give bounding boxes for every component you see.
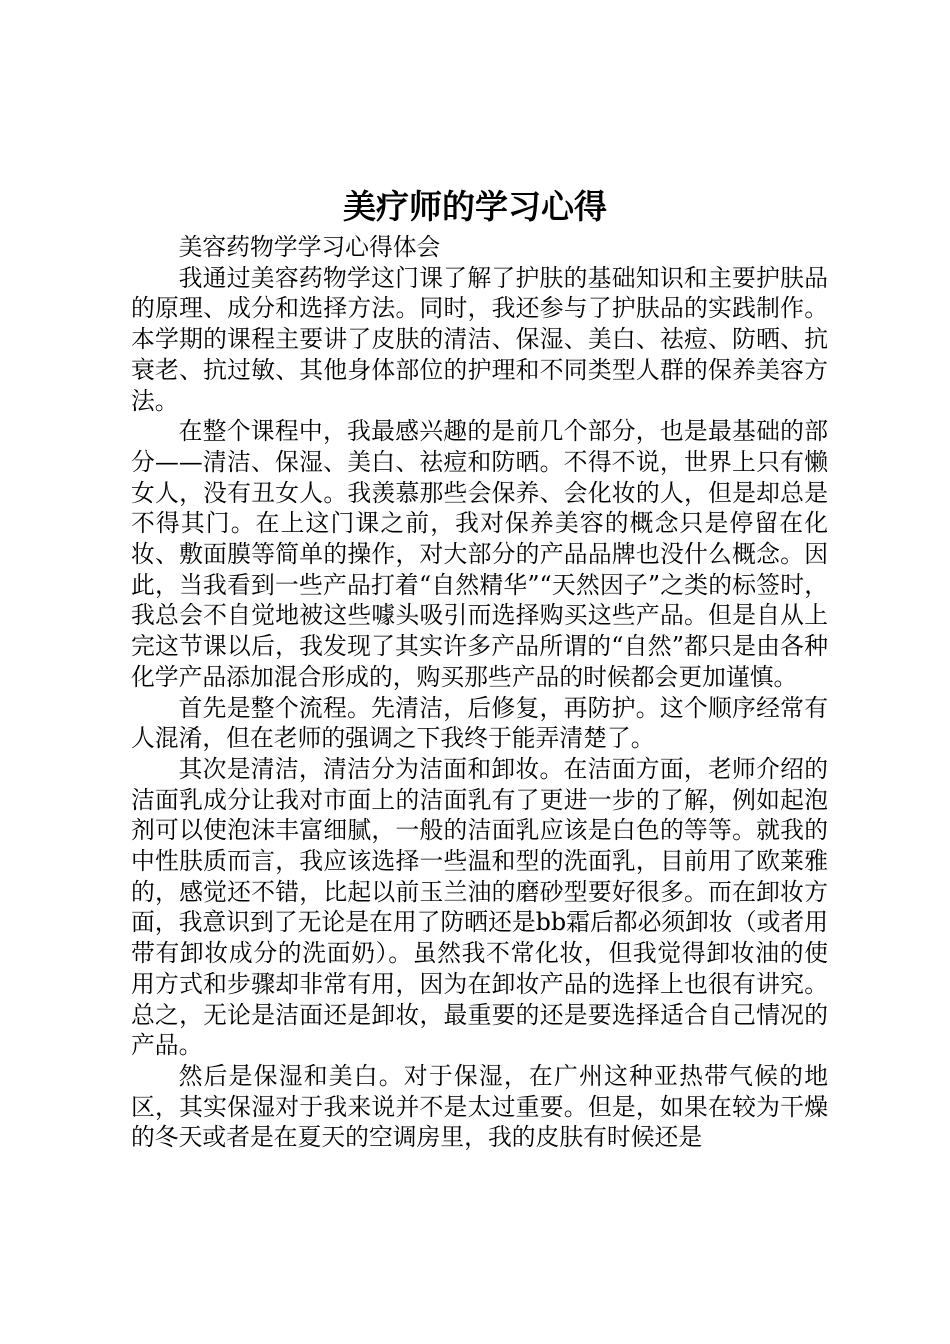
paragraph: 然后是保湿和美白。对于保湿，在广州这种亚热带气候的地区，其实保湿对于我来说并不是太过重要。但是，如果在较为干燥的冬天或者是在夏天的空调房里，我的皮肤有时候还是	[131, 1061, 828, 1152]
paragraph: 我通过美容药物学这门课了解了护肤的基础知识和主要护肤品的原理、成分和选择方法。同时，我还参与了护肤品的实践制作。本学期的课程主要讲了皮肤的清洁、保湿、美白、祛痘、防晒、抗衰老、抗过敏、其他身体部位的护理和不同类型人群的保养美容方法。	[131, 263, 828, 415]
paragraph: 在整个课程中，我最感兴趣的是前几个部分，也是最基础的部分——清洁、保湿、美白、祛痘和防晒。不得不说，世界上只有懒女人，没有丑女人。我羡慕那些会保养、会化妆的人，但是却总是不得其门。在上这门课之前，我对保养美容的概念只是停留在化妆、敷面膜等简单的操作，对大部分的产品品牌也没什么概念。因此，当我看到一些产品打着“自然精华”“天然因子”之类的标签时，我总会不自觉地被这些噱头吸引而选择购买这些产品。但是自从上完这节课以后，我发现了其实许多产品所谓的“自然”都只是由各种化学产品添加混合形成的，购买那些产品的时候都会更加谨慎。	[131, 417, 828, 691]
document-title: 美疗师的学习心得	[343, 187, 607, 226]
paragraph: 其次是清洁，清洁分为洁面和卸妆。在洁面方面，老师介绍的洁面乳成分让我对市面上的洁面乳有了更进一步的了解，例如起泡剂可以使泡沫丰富细腻，一般的洁面乳应该是白色的等等。就我的中性肤质而言，我应该选择一些温和型的洗面乳，目前用了欧莱雅的，感觉还不错，比起以前玉兰油的磨砂型要好很多。而在卸妆方面，我意识到了无论是在用了防晒还是bb霜后都必须卸妆（或者用带有卸妆成分的洗面奶）。虽然我不常化妆，但我觉得卸妆油的使用方式和步骤却非常有用，因为在卸妆产品的选择上也很有讲究。总之，无论是洁面还是卸妆，最重要的还是要选择适合自己情况的产品。	[131, 754, 828, 1060]
document-body	[131, 232, 828, 1153]
paragraph: 首先是整个流程。先清洁，后修复，再防护。这个顺序经常有人混淆，但在老师的强调之下我终于能弄清楚了。	[131, 693, 828, 753]
document-subtitle: 美容药物学学习心得体会	[178, 233, 441, 261]
